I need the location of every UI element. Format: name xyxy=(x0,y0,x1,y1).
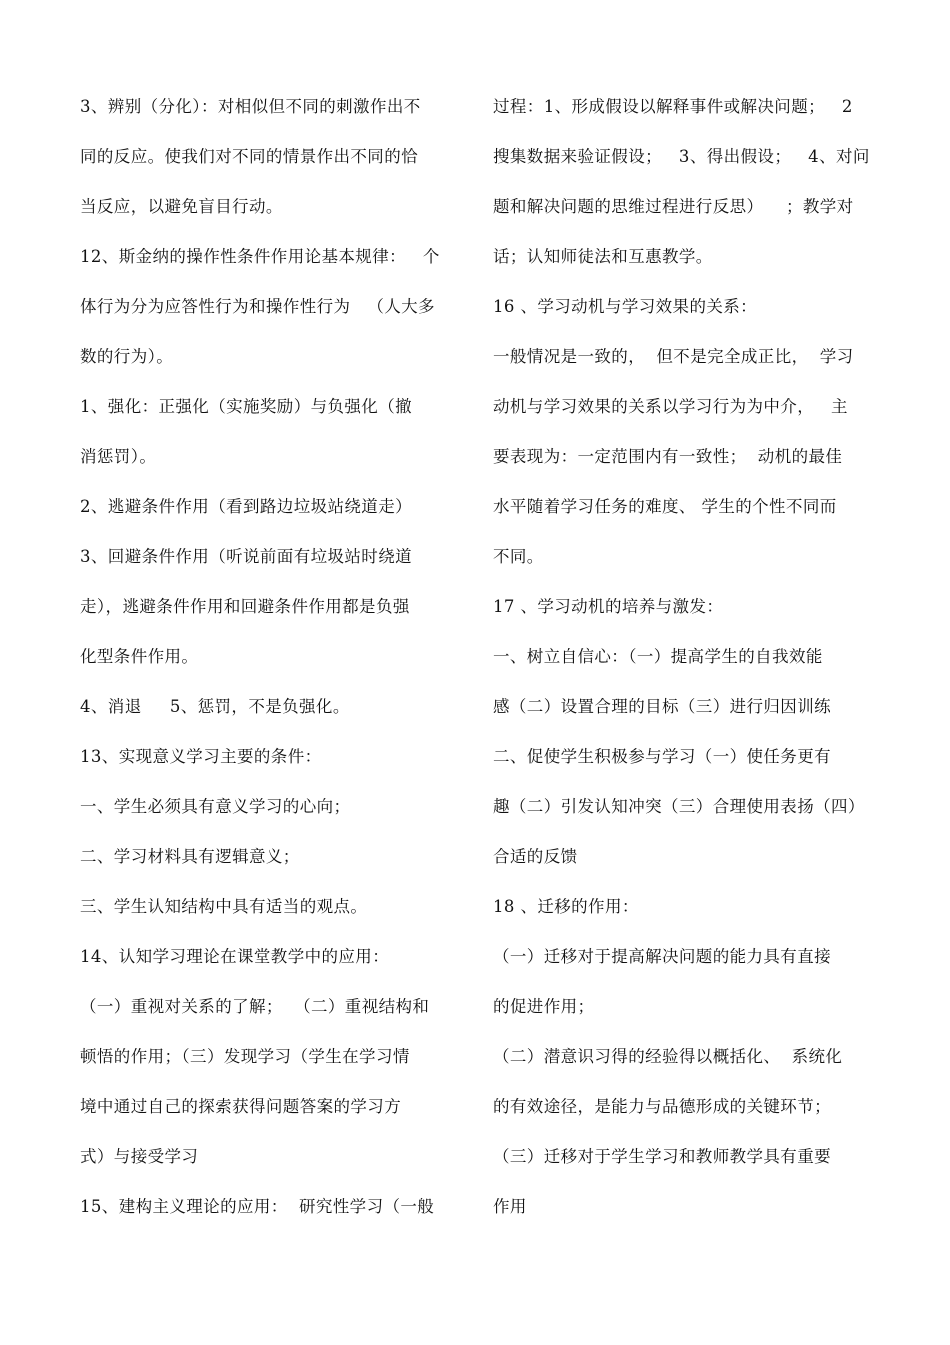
text-line: 18 、迁移的作用： xyxy=(493,897,639,916)
text-line: 二、促使学生积极参与学习（一）使任务更有 xyxy=(493,747,831,766)
text-line: （三）迁移对于学生学习和教师教学具有重要 xyxy=(493,1147,831,1166)
left-text-column xyxy=(80,82,470,1232)
text-line: 体行为分为应答性行为和操作性行为 （人大多 xyxy=(80,297,435,316)
text-line: 合适的反馈 xyxy=(493,847,578,866)
text-line: 一、树立自信心：（一）提高学生的自我效能 xyxy=(493,647,823,666)
text-line: 4、消退 5、惩罚，不是负强化。 xyxy=(80,697,350,716)
text-line: 同的反应。使我们对不同的情景作出不同的恰 xyxy=(80,147,418,166)
text-line: 的有效途径，是能力与品德形成的关键环节； xyxy=(493,1097,831,1116)
text-line: 一般情况是一致的， 但不是完全成正比， 学习 xyxy=(493,347,854,366)
text-line: 感（二）设置合理的目标（三）进行归因训练 xyxy=(493,697,831,716)
text-line: 式）与接受学习 xyxy=(80,1147,199,1166)
text-line: 1、强化：正强化（实施奖励）与负强化（撤 xyxy=(80,397,412,416)
text-line: 动机与学习效果的关系以学习行为为中介， 主 xyxy=(493,397,848,416)
text-line: 12、斯金纳的操作性条件作用论基本规律： 个 xyxy=(80,247,440,266)
text-line: 的促进作用； xyxy=(493,997,595,1016)
text-line: 走），逃避条件作用和回避条件作用都是负强 xyxy=(80,597,410,616)
text-line: 16 、学习动机与学习效果的关系： xyxy=(493,297,758,316)
text-line: 3、辨别（分化）：对相似但不同的刺激作出不 xyxy=(80,97,421,116)
text-line: 过程：1、形成假设以解释事件或解决问题； 2 xyxy=(493,97,853,116)
text-line: 17 、学习动机的培养与激发： xyxy=(493,597,724,616)
text-line: 15、建构主义理论的应用： 研究性学习（一般 xyxy=(80,1197,435,1216)
text-line: 趣（二）引发认知冲突（三）合理使用表扬（四） xyxy=(493,797,865,816)
text-line: 题和解决问题的思维过程进行反思） ；教学对 xyxy=(493,197,854,216)
text-line: （一）迁移对于提高解决问题的能力具有直接 xyxy=(493,947,831,966)
text-line: 2、逃避条件作用（看到路边垃圾站绕道走） xyxy=(80,497,412,516)
text-line: 一、学生必须具有意义学习的心向； xyxy=(80,797,351,816)
text-line: 水平随着学习任务的难度、 学生的个性不同而 xyxy=(493,497,837,516)
text-line: 13、实现意义学习主要的条件： xyxy=(80,747,322,766)
text-line: 14、认知学习理论在课堂教学中的应用： xyxy=(80,947,390,966)
text-line: 境中通过自己的探索获得问题答案的学习方 xyxy=(80,1097,402,1116)
text-line: （二）潜意识习得的经验得以概括化、 系统化 xyxy=(493,1047,843,1066)
text-line: 作用 xyxy=(493,1197,527,1216)
text-line: 化型条件作用。 xyxy=(80,647,199,666)
text-line: 不同。 xyxy=(493,547,544,566)
text-line: 顿悟的作用；（三）发现学习（学生在学习情 xyxy=(80,1047,410,1066)
text-line: 话；认知师徒法和互惠教学。 xyxy=(493,247,713,266)
text-line: 3、回避条件作用（听说前面有垃圾站时绕道 xyxy=(80,547,412,566)
text-line: 三、学生认知结构中具有适当的观点。 xyxy=(80,897,368,916)
text-line: （一）重视对关系的了解； （二）重视结构和 xyxy=(80,997,430,1016)
text-line: 消惩罚）。 xyxy=(80,447,157,466)
text-line: 要表现为：一定范围内有一致性； 动机的最佳 xyxy=(493,447,843,466)
right-text-column xyxy=(493,82,893,1232)
text-line: 当反应，以避免盲目行动。 xyxy=(80,197,283,216)
text-line: 搜集数据来验证假设； 3、得出假设； 4、对问 xyxy=(493,147,870,166)
text-line: 数的行为）。 xyxy=(80,347,174,366)
text-line: 二、学习材料具有逻辑意义； xyxy=(80,847,300,866)
